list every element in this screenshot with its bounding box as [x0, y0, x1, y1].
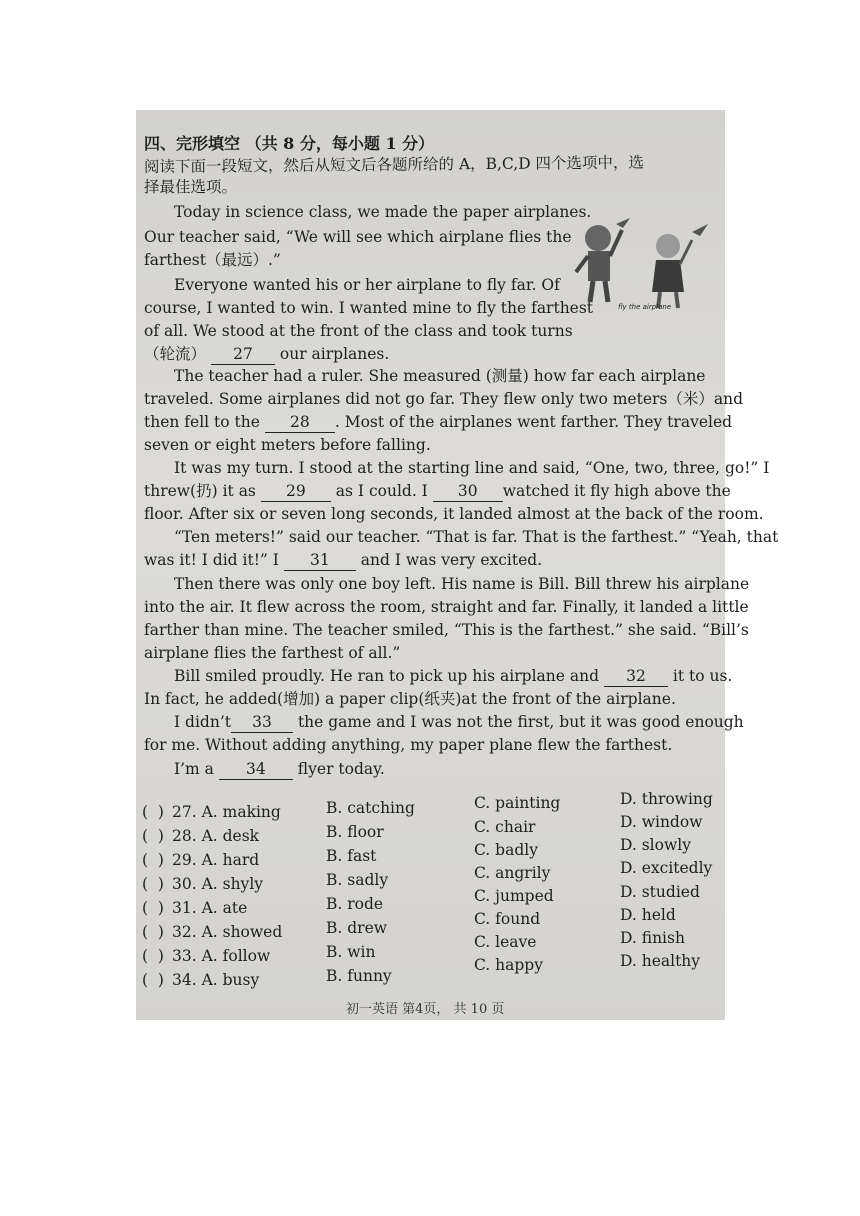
passage-text: flyer today.	[297, 760, 385, 778]
answer-bracket[interactable]: ( )	[142, 899, 164, 917]
passage-line: traveled. Some airplanes did not go far. They flew only two meters（米）and	[144, 390, 744, 408]
blank-31: 31	[284, 550, 356, 571]
passage-line: It was my turn. I stood at the starting line and said, “One, two, three, go!” I	[174, 459, 770, 477]
option-d: D. throwing	[620, 790, 713, 808]
passage-line	[144, 344, 389, 365]
option-c: C. badly	[474, 841, 538, 859]
passage-text: it to us.	[672, 667, 733, 685]
blank-30: 30	[433, 481, 503, 502]
passage-text: threw(扔) it as	[144, 482, 256, 500]
instruction-line-1: 阅读下面一段短文，然后从短文后各题所给的 A，B,C,D 四个选项中，选	[143, 153, 645, 176]
passage-line	[174, 759, 385, 780]
passage-line: into the air. It flew across the room, straight and far. Finally, it landed a little	[144, 598, 749, 616]
passage-line: seven or eight meters before falling.	[144, 436, 431, 454]
option-d: D. held	[620, 906, 676, 924]
passage-text: our airplanes.	[279, 345, 390, 363]
option-d: D. healthy	[620, 952, 701, 970]
passage-line: airplane flies the farthest of all.”	[144, 644, 401, 662]
option-a: 30. A. shyly	[172, 875, 264, 893]
option-d: D. window	[620, 813, 703, 831]
passage-line: course, I wanted to win. I wanted mine to fly the farthest	[144, 299, 594, 317]
passage-line: floor. After six or seven long seconds, it landed almost at the back of the room.	[144, 505, 764, 523]
answer-bracket[interactable]: ( )	[142, 875, 164, 893]
passage-text: I’m a	[174, 760, 214, 778]
passage-line: “Ten meters!” said our teacher. “That is far. That is the farthest.” “Yeah, that	[174, 528, 779, 546]
answer-bracket[interactable]: ( )	[142, 827, 164, 845]
option-b: B. drew	[326, 919, 388, 937]
passage-line: Then there was only one boy left. His name is Bill. Bill threw his airplane	[174, 575, 750, 593]
passage-line	[144, 481, 731, 502]
passage-text: was it! I did it!” I	[144, 551, 279, 569]
blank-33: 33	[231, 712, 293, 733]
option-c: C. angrily	[474, 864, 551, 882]
passage-text: watched it fly high above the	[502, 482, 731, 500]
option-a: 31. A. ate	[172, 899, 248, 917]
option-a: 34. A. busy	[172, 971, 260, 989]
passage-text: （轮流）	[144, 345, 207, 363]
option-c: C. chair	[474, 818, 536, 836]
option-d: D. studied	[620, 883, 700, 901]
passage-text: Bill smiled proudly. He ran to pick up his airplane and	[174, 667, 600, 685]
passage-line: farthest（最远）.”	[144, 251, 281, 269]
section-score: （共 8 分，每小题 1 分）	[245, 134, 435, 153]
section-title: 四、完形填空	[144, 134, 241, 153]
option-b: B. catching	[326, 799, 415, 817]
exam-page	[136, 110, 779, 1020]
option-a: 32. A. showed	[172, 923, 283, 941]
option-a: 33. A. follow	[172, 947, 271, 965]
passage-line: In fact, he added(增加) a paper clip(纸夹)at the front of the airplane.	[144, 690, 676, 708]
option-a: 29. A. hard	[172, 851, 260, 869]
page-footer: 初一英语 第4页， 共 10 页	[346, 1002, 505, 1017]
blank-27: 27	[211, 344, 275, 365]
section-header	[144, 134, 434, 154]
passage-line	[174, 712, 744, 733]
option-c: C. leave	[474, 933, 537, 951]
option-d: D. slowly	[620, 836, 691, 854]
passage-text: the game and I was not the first, but it was good enough	[297, 713, 744, 731]
answer-bracket[interactable]: ( )	[142, 851, 164, 869]
passage-text: then fell to the	[144, 413, 260, 431]
passage-line: Everyone wanted his or her airplane to fly far. Of	[174, 276, 560, 294]
option-b: B. floor	[326, 823, 384, 841]
passage-line: The teacher had a ruler. She measured (测量) how far each airplane	[174, 367, 706, 385]
passage-line: of all. We stood at the front of the class and took turns	[144, 322, 573, 340]
answer-bracket[interactable]: ( )	[142, 803, 164, 821]
answer-bracket[interactable]: ( )	[142, 923, 164, 941]
passage-text: I didn’t	[174, 713, 231, 731]
passage-line	[144, 412, 732, 433]
option-b: B. win	[326, 943, 376, 961]
option-c: C. found	[474, 910, 541, 928]
option-b: B. sadly	[326, 871, 389, 889]
answer-bracket[interactable]: ( )	[142, 971, 164, 989]
passage-line: farther than mine. The teacher smiled, “This is the farthest.” she said. “Bill’s	[144, 621, 749, 639]
passage-text: and I was very excited.	[360, 551, 543, 569]
option-b: B. funny	[326, 967, 392, 985]
passage-line: Today in science class, we made the paper airplanes.	[174, 203, 592, 221]
passage-text: as I could. I	[335, 482, 428, 500]
instruction-line-2: 择最佳选项。	[144, 178, 238, 196]
blank-28: 28	[265, 412, 335, 433]
illustration-caption: fly the airplane	[618, 303, 672, 311]
option-a: 27. A. making	[172, 803, 281, 821]
option-c: C. painting	[474, 794, 561, 812]
passage-line: for me. Without adding anything, my paper plane flew the farthest.	[144, 736, 673, 754]
option-d: D. excitedly	[620, 859, 713, 877]
option-d: D. finish	[620, 929, 685, 947]
option-c: C. jumped	[474, 887, 554, 905]
blank-32: 32	[604, 666, 668, 687]
answer-bracket[interactable]: ( )	[142, 947, 164, 965]
blank-29: 29	[261, 481, 331, 502]
passage-line	[174, 666, 732, 687]
passage-text: . Most of the airplanes went farther. They traveled	[334, 413, 733, 431]
option-b: B. fast	[326, 847, 377, 865]
option-a: 28. A. desk	[172, 827, 260, 845]
option-c: C. happy	[474, 956, 543, 974]
passage-line	[144, 550, 542, 571]
option-b: B. rode	[326, 895, 384, 913]
passage-line: Our teacher said, “We will see which airplane flies the	[144, 228, 572, 246]
blank-34: 34	[219, 759, 293, 780]
